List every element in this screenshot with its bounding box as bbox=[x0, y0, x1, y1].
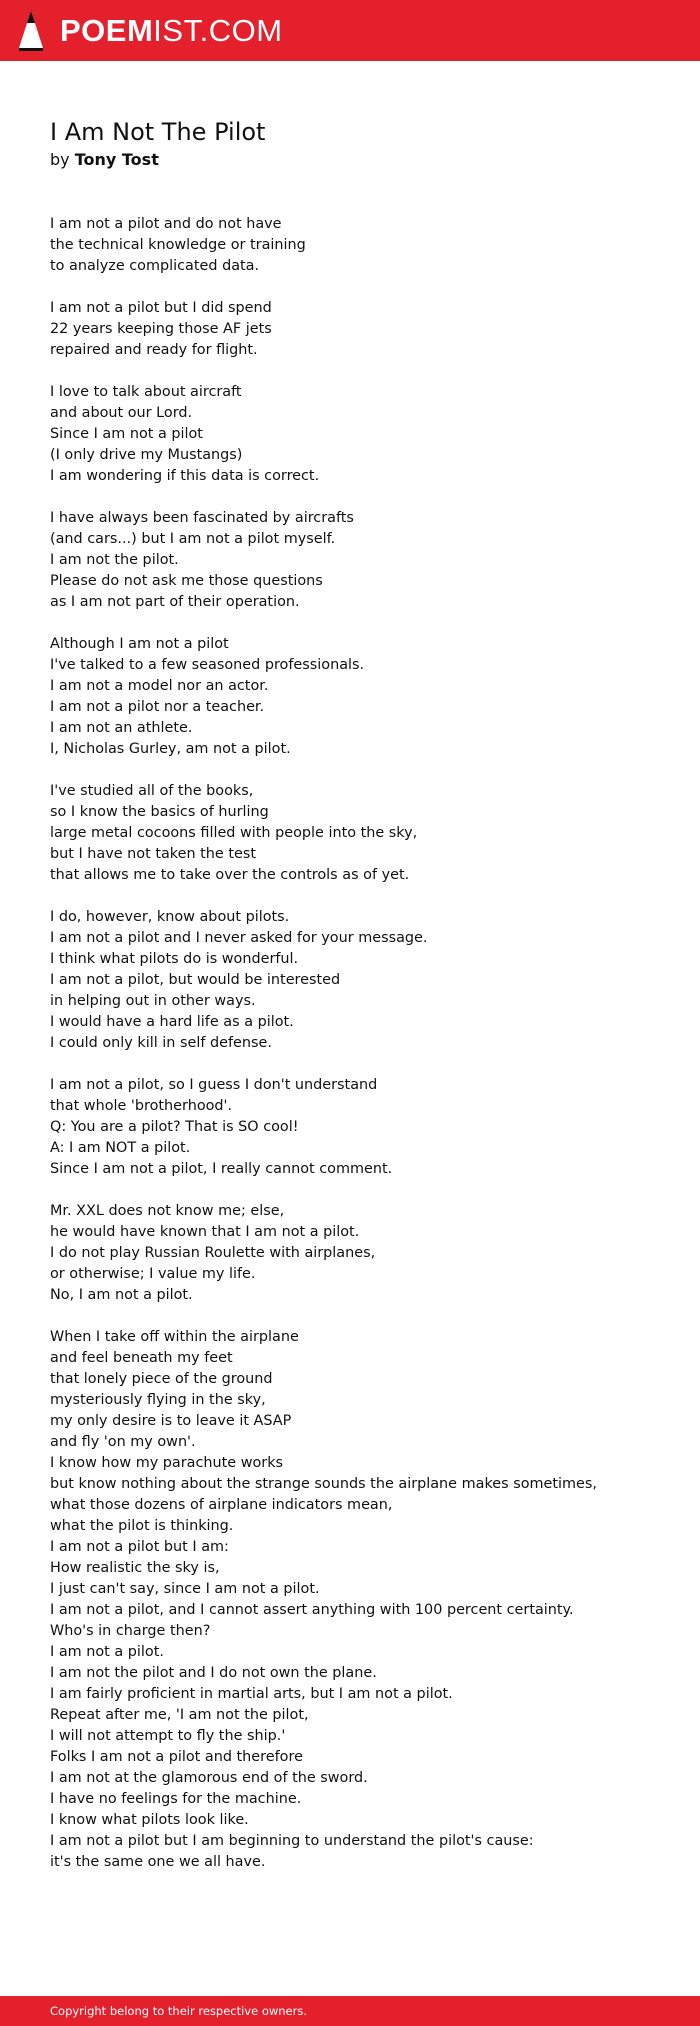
poem-line: that whole 'brotherhood'. bbox=[50, 1098, 233, 1114]
site-logo[interactable] bbox=[60, 15, 283, 46]
poem-line: my only desire is to leave it ASAP bbox=[50, 1413, 292, 1429]
poem-line: No, I am not a pilot. bbox=[50, 1287, 193, 1303]
poem-line: I just can't say, since I am not a pilot. bbox=[50, 1581, 320, 1597]
pencil-icon[interactable] bbox=[18, 10, 44, 52]
poem-line: it's the same one we all have. bbox=[50, 1854, 266, 1870]
poem-line: I've talked to a few seasoned professionals. bbox=[50, 657, 365, 673]
poem-line: I am not at the glamorous end of the sword. bbox=[50, 1770, 368, 1786]
poem-line: he would have known that I am not a pilot. bbox=[50, 1224, 360, 1240]
poem-line: I am not a pilot and I never asked for your message. bbox=[50, 930, 428, 946]
poem-stanza bbox=[50, 1075, 670, 1180]
author-name: Tony Tost bbox=[74, 150, 159, 169]
poem-stanza bbox=[50, 907, 670, 1054]
by-label: by bbox=[50, 150, 70, 169]
poem-line: I do, however, know about pilots. bbox=[50, 909, 290, 925]
poem-stanza bbox=[50, 1201, 670, 1306]
poem-line: How realistic the sky is, bbox=[50, 1560, 220, 1576]
poem-line: I, Nicholas Gurley, am not a pilot. bbox=[50, 741, 291, 757]
poem-line: but I have not taken the test bbox=[50, 846, 256, 862]
poem-stanza bbox=[50, 634, 670, 760]
poem-line: and about our Lord. bbox=[50, 405, 193, 421]
byline bbox=[50, 149, 670, 171]
poem-line: 22 years keeping those AF jets bbox=[50, 321, 272, 337]
poem-stanza bbox=[50, 781, 670, 886]
poem-line: repaired and ready for flight. bbox=[50, 342, 258, 358]
poem-line: so I know the basics of hurling bbox=[50, 804, 269, 820]
poem-line: I would have a hard life as a pilot. bbox=[50, 1014, 294, 1030]
poem-line: Who's in charge then? bbox=[50, 1623, 211, 1639]
poem-line: as I am not part of their operation. bbox=[50, 594, 300, 610]
poem-line: in helping out in other ways. bbox=[50, 993, 256, 1009]
poem-line: mysteriously flying in the sky, bbox=[50, 1392, 266, 1408]
poem-line: Repeat after me, 'I am not the pilot, bbox=[50, 1707, 309, 1723]
poem-line: I've studied all of the books, bbox=[50, 783, 254, 799]
poem-line: I am not a pilot. bbox=[50, 1644, 164, 1660]
poem-line: Please do not ask me those questions bbox=[50, 573, 323, 589]
poem-line: or otherwise; I value my life. bbox=[50, 1266, 256, 1282]
site-header bbox=[0, 0, 700, 61]
poem-line: Since I am not a pilot, I really cannot comment. bbox=[50, 1161, 393, 1177]
poem-line: I will not attempt to fly the ship.' bbox=[50, 1728, 286, 1744]
poem-line: A: I am NOT a pilot. bbox=[50, 1140, 191, 1156]
poem-line: I think what pilots do is wonderful. bbox=[50, 951, 299, 967]
poem-line: I love to talk about aircraft bbox=[50, 384, 242, 400]
poem-line: that lonely piece of the ground bbox=[50, 1371, 273, 1387]
poem-line: Mr. XXL does not know me; else, bbox=[50, 1203, 285, 1219]
poem-line: I could only kill in self defense. bbox=[50, 1035, 272, 1051]
poem-line: the technical knowledge or training bbox=[50, 237, 306, 253]
site-footer bbox=[0, 1996, 700, 2026]
copyright-text: Copyright belong to their respective owners. bbox=[50, 2004, 308, 2018]
poem-line: I am not a pilot, so I guess I don't understand bbox=[50, 1077, 378, 1093]
poem-line: I am not a pilot and do not have bbox=[50, 216, 282, 232]
poem-stanza bbox=[50, 298, 670, 361]
poem-line: (I only drive my Mustangs) bbox=[50, 447, 243, 463]
poem-line: I am not the pilot and I do not own the plane. bbox=[50, 1665, 377, 1681]
poem-line: I am not a pilot, and I cannot assert anything with 100 percent certainty. bbox=[50, 1602, 574, 1618]
poem-line: but know nothing about the strange sounds the airplane makes sometimes, bbox=[50, 1476, 597, 1492]
poem-line: I am not a pilot but I did spend bbox=[50, 300, 272, 316]
poem-line: I am not an athlete. bbox=[50, 720, 193, 736]
brand-light-text: IST.COM bbox=[153, 13, 283, 48]
poem-line: Since I am not a pilot bbox=[50, 426, 203, 442]
poem-line: Q: You are a pilot? That is SO cool! bbox=[50, 1119, 299, 1135]
poem-line: I have always been fascinated by aircrafts bbox=[50, 510, 354, 526]
poem-line: I am not a pilot but I am beginning to understand the pilot's cause: bbox=[50, 1833, 534, 1849]
poem-line: I have no feelings for the machine. bbox=[50, 1791, 302, 1807]
poem-line: I know what pilots look like. bbox=[50, 1812, 249, 1828]
poem-stanza bbox=[50, 382, 670, 487]
poem-stanza bbox=[50, 508, 670, 613]
poem-content bbox=[50, 116, 670, 1894]
poem-line: (and cars...) but I am not a pilot myself. bbox=[50, 531, 336, 547]
poem-line: I am wondering if this data is correct. bbox=[50, 468, 320, 484]
poem-line: what those dozens of airplane indicators mean, bbox=[50, 1497, 393, 1513]
poem-line: I am not the pilot. bbox=[50, 552, 179, 568]
poem-line: Folks I am not a pilot and therefore bbox=[50, 1749, 303, 1765]
poem-line: to analyze complicated data. bbox=[50, 258, 260, 274]
poem-title: I Am Not The Pilot bbox=[50, 118, 266, 146]
poem-line: I am not a pilot, but would be interested bbox=[50, 972, 341, 988]
poem-line: I am fairly proficient in martial arts, but I am not a pilot. bbox=[50, 1686, 453, 1702]
poem-line: I am not a model nor an actor. bbox=[50, 678, 269, 694]
poem-line: When I take off within the airplane bbox=[50, 1329, 299, 1345]
poem-line: that allows me to take over the controls as of yet. bbox=[50, 867, 410, 883]
poem-line: Although I am not a pilot bbox=[50, 636, 229, 652]
brand-bold-text: POEM bbox=[60, 13, 154, 48]
poem-line: I am not a pilot but I am: bbox=[50, 1539, 229, 1555]
poem-line: large metal cocoons filled with people into the sky, bbox=[50, 825, 418, 841]
poem-body bbox=[50, 214, 670, 1873]
poem-stanza bbox=[50, 1327, 670, 1873]
poem-stanza bbox=[50, 214, 670, 277]
poem-line: I know how my parachute works bbox=[50, 1455, 284, 1471]
poem-line: and feel beneath my feet bbox=[50, 1350, 233, 1366]
poem-line: what the pilot is thinking. bbox=[50, 1518, 234, 1534]
poem-line: I do not play Russian Roulette with airplanes, bbox=[50, 1245, 376, 1261]
poem-line: I am not a pilot nor a teacher. bbox=[50, 699, 265, 715]
poem-line: and fly 'on my own'. bbox=[50, 1434, 196, 1450]
